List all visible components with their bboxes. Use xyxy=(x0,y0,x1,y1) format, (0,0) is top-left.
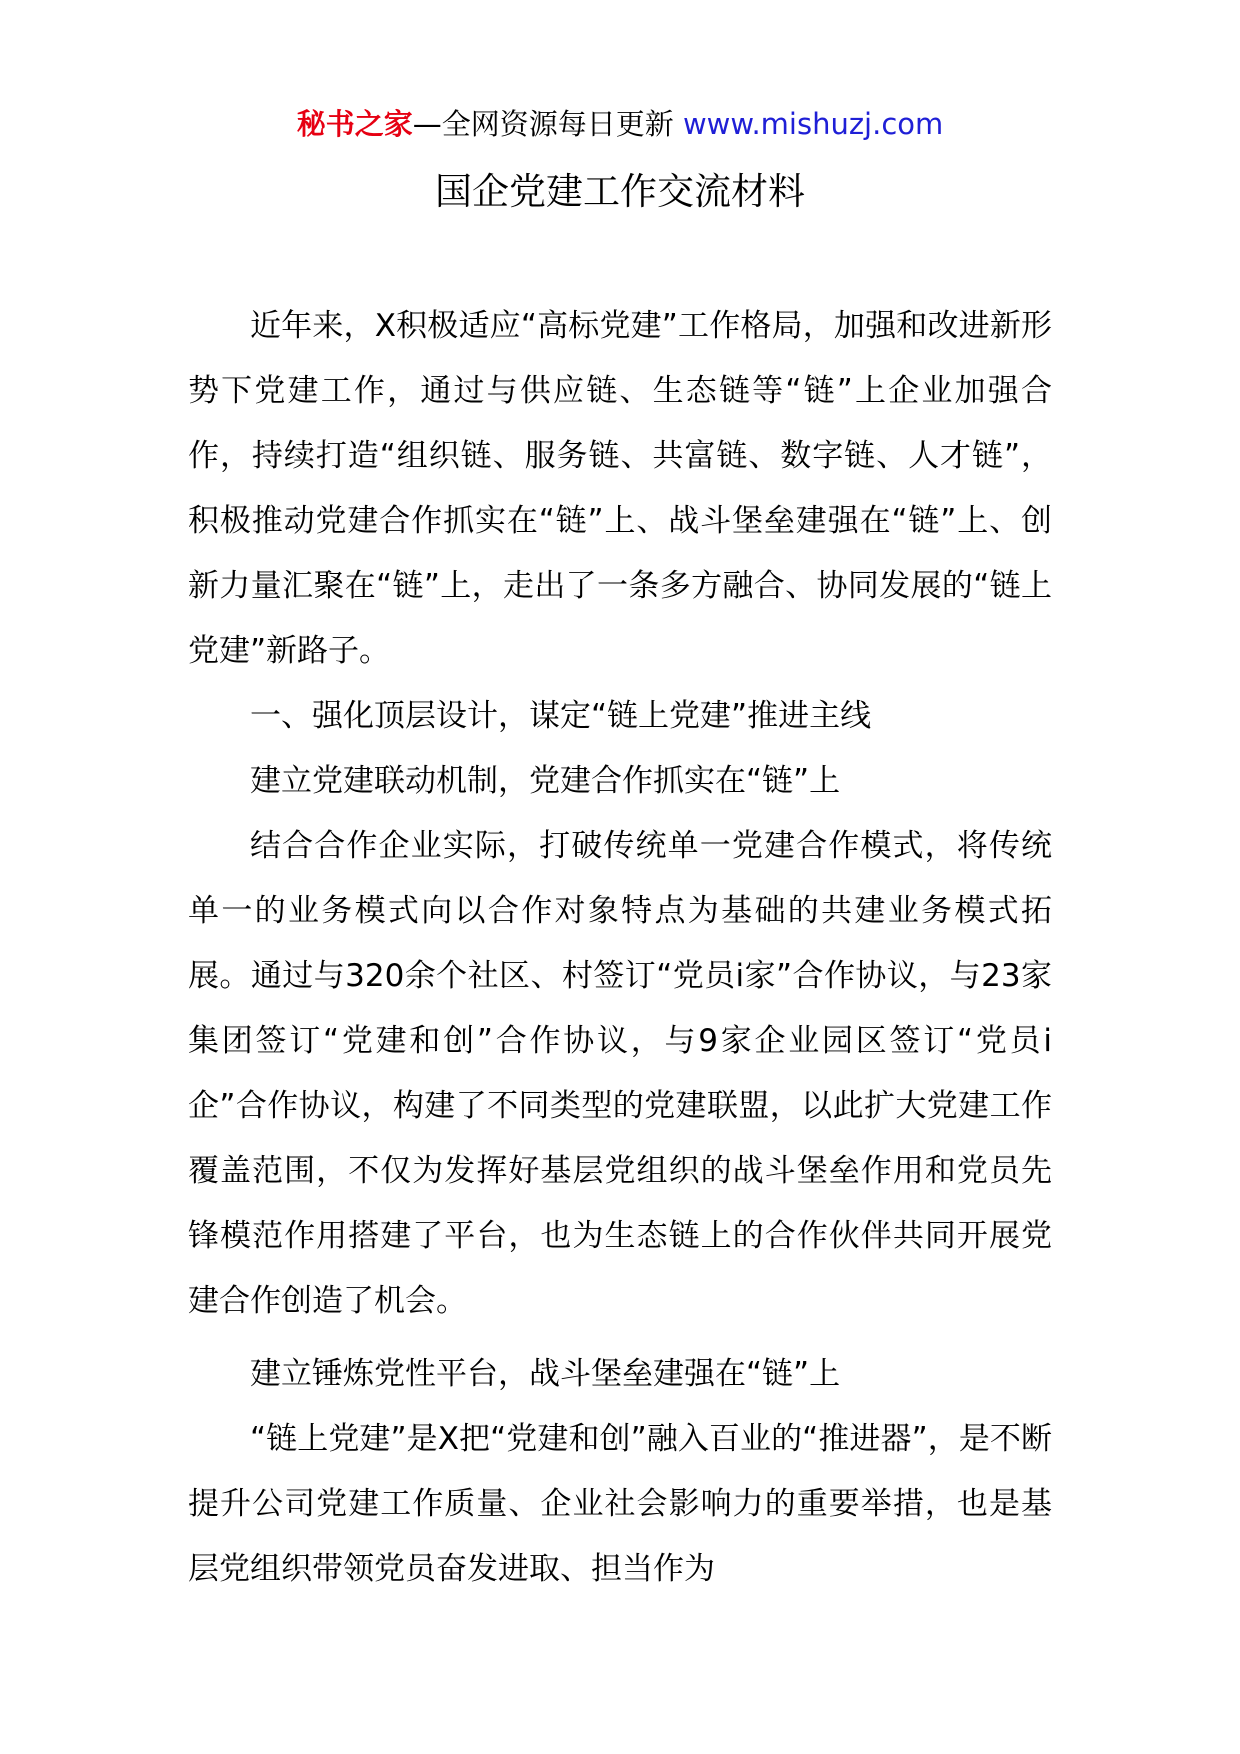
document-body xyxy=(188,294,1052,1602)
section-heading-1: 一、强化顶层设计，谋定“链上党建”推进主线 xyxy=(250,698,872,734)
body-paragraph-2: “链上党建”是X把“党建和创”融入百业的“推进器”，是不断提升公司党建工作质量、企业社会影响力的重要举措，也是基层党组织带领党员奋发进取、担当作为 xyxy=(188,1421,1052,1587)
subsection-heading-2: 建立锤炼党性平台，战斗堡垒建强在“链”上 xyxy=(250,1356,841,1392)
brand-name: 秘书之家 xyxy=(296,107,413,141)
intro-paragraph: 近年来，X积极适应“高标党建”工作格局，加强和改进新形势下党建工作，通过与供应链、生态链等“链”上企业加强合作，持续打造“组织链、服务链、共富链、数字链、人才链”，积极推动党建合作抓实在“链”上、战斗堡垒建强在“链”上、创新力量汇聚在“链”上，走出了一条多方融合、协同发展的“链上党建”新路子。 xyxy=(188,308,1052,669)
subsection-heading-1: 建立党建联动机制，党建合作抓实在“链”上 xyxy=(250,763,841,799)
body-paragraph-1: 结合合作企业实际，打破传统单一党建合作模式，将传统单一的业务模式向以合作对象特点为基础的共建业务模式拓展。通过与320余个社区、村签订“党员i家”合作协议，与23家集团签订“党建和创”合作协议，与9家企业园区签订“党员i企”合作协议，构建了不同类型的党建联盟，以此扩大党建工作覆盖范围，不仅为发挥好基层党组织的战斗堡垒作用和党员先锋模范作用搭建了平台，也为生态链上的合作伙伴共同开展党建合作创造了机会。 xyxy=(188,828,1052,1319)
site-header xyxy=(0,104,1240,144)
header-slogan: —全网资源每日更新 xyxy=(412,107,674,141)
document-title: 国企党建工作交流材料 xyxy=(435,170,805,213)
site-link[interactable]: www.mishuzj.com xyxy=(682,107,944,141)
